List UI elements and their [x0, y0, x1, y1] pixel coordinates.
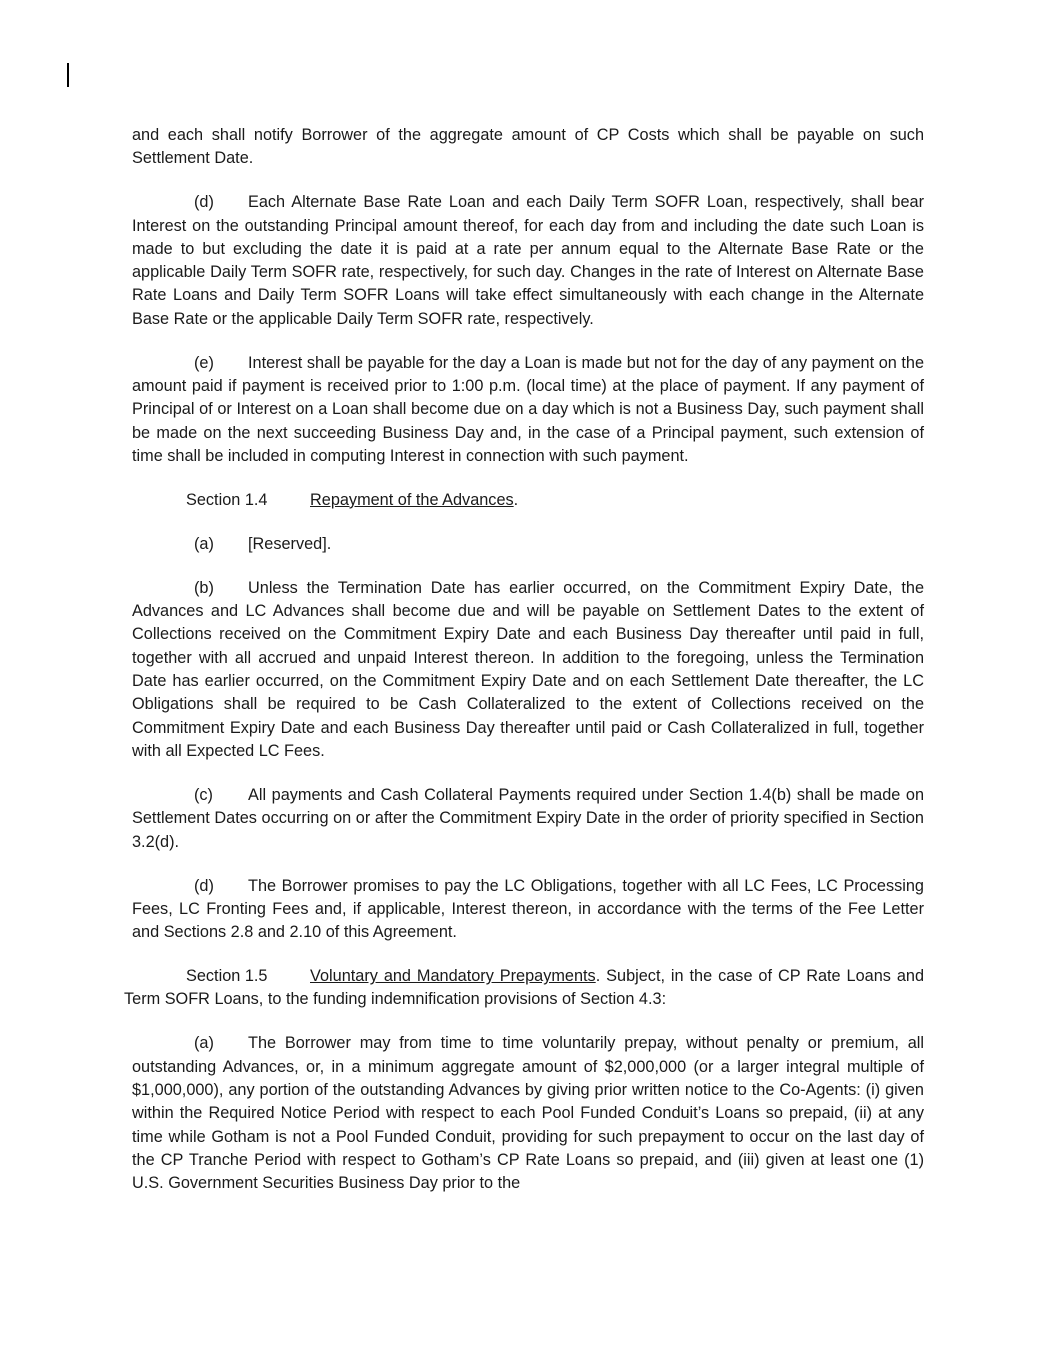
paragraph-e-label: (e) [194, 353, 214, 372]
section-1-4-number: Section 1.4 [186, 490, 268, 509]
intro-paragraph [132, 124, 924, 171]
section-1-5-heading [124, 965, 924, 1012]
section-1-4-a-label: (a) [194, 534, 214, 553]
section-1-5-a-label: (a) [194, 1034, 214, 1053]
paragraph-d-label: (d) [194, 193, 214, 212]
intro-text: and each shall notify Borrower of the aggregate amount of CP Costs which shall be payable on such Settlement Date. [132, 126, 924, 168]
section-1-4-c-label: (c) [194, 785, 213, 804]
section-1-4-c [132, 784, 924, 854]
section-1-5-a-text: The Borrower may from time to time voluntarily prepay, without penalty or premium, all outstanding Advances, or, in a minimum aggregate amount of $2,000,000 (or a larger integral multiple of $1,000,000), any portion of the outstanding Advances by giving prior written notice to the Co-Agents: (i) given within the Required Notice Period with respect to each Pool Funded Conduit’s Loans so prepaid, (ii) at any time while Gotham is not a Pool Funded Conduit, providing for such prepayment to occur on the last day of the CP Tranche Period with respect to Gotham’s CP Rate Loans so prepaid, and (iii) given at least one (1) U.S. Government Securities Business Day prior to the [132, 1034, 924, 1193]
revision-bar [67, 63, 69, 87]
section-1-4-d-text: The Borrower promises to pay the LC Obligations, together with all LC Fees, LC Processing Fees, LC Fronting Fees and, if applicable, Interest thereon, in accordance with the terms of the Fee Letter and Sections 2.8 and 2.10 of this Agreement. [132, 876, 924, 942]
section-1-4-title: Repayment of the Advances [310, 490, 514, 509]
section-1-5-title-suffix: . Subject, in the case of CP Rate Loans and Term SOFR Loans, to the funding indemnification provisions of Section 4.3: [124, 967, 924, 1009]
paragraph-d-text: Each Alternate Base Rate Loan and each Daily Term SOFR Loan, respectively, shall bear Interest on the outstanding Principal amount thereof, for each day from and including the date such Loan is made to but excluding the date it is paid at a rate per annum equal to the Alternate Base Rate or the applicable Daily Term SOFR rate, respectively, for such day. Changes in the rate of Interest on Alternate Base Rate Loans and Daily Term SOFR Loans will take effect simultaneously with each change in the Alternate Base Rate or the applicable Daily Term SOFR rate, respectively. [132, 193, 924, 328]
paragraph-e [132, 352, 924, 468]
section-1-4-d-label: (d) [194, 876, 214, 895]
section-1-4-c-text: All payments and Cash Collateral Payments required under Section 1.4(b) shall be made on Settlement Dates occurring on or after the Commitment Expiry Date in the order of priority specified in Section 3.2(d). [132, 785, 924, 851]
section-1-5-a [132, 1032, 924, 1195]
section-1-4-b [132, 577, 924, 763]
section-1-4-b-text: Unless the Termination Date has earlier occurred, on the Commitment Expiry Date, the Advances and LC Advances shall become due and will be payable on Settlement Dates to the extent of Collections received on the Commitment Expiry Date and each Business Day thereafter until paid in full, together with all accrued and unpaid Interest thereon. In addition to the foregoing, unless the Termination Date has earlier occurred, on the Commitment Expiry Date and on each Settlement Date thereafter, the LC Obligations shall be required to be Cash Collateralized to the extent of Collections received on the Commitment Expiry Date and each Business Day thereafter until paid or Cash Collateralized in full, together with all Expected LC Fees. [132, 578, 924, 760]
section-1-5-number: Section 1.5 [186, 967, 268, 986]
section-1-4-b-label: (b) [194, 578, 214, 597]
section-1-4-a [132, 533, 924, 556]
section-1-5-title: Voluntary and Mandatory Prepayments [310, 967, 596, 986]
paragraph-e-text: Interest shall be payable for the day a Loan is made but not for the day of any payment on the amount paid if payment is received prior to 1:00 p.m. (local time) at the place of payment. If any payment of Principal of or Interest on a Loan shall become due on a day which is not a Business Day, such payment shall be made on the next succeeding Business Day and, in the case of a Principal payment, such extension of time shall be included in computing Interest in connection with such payment. [132, 353, 924, 465]
paragraph-d [132, 191, 924, 331]
section-1-4-heading [132, 489, 924, 512]
section-1-4-d [132, 875, 924, 945]
section-1-4-title-suffix: . [513, 490, 519, 509]
section-1-4-a-text: [Reserved]. [248, 534, 332, 553]
document-page [124, 124, 924, 1216]
